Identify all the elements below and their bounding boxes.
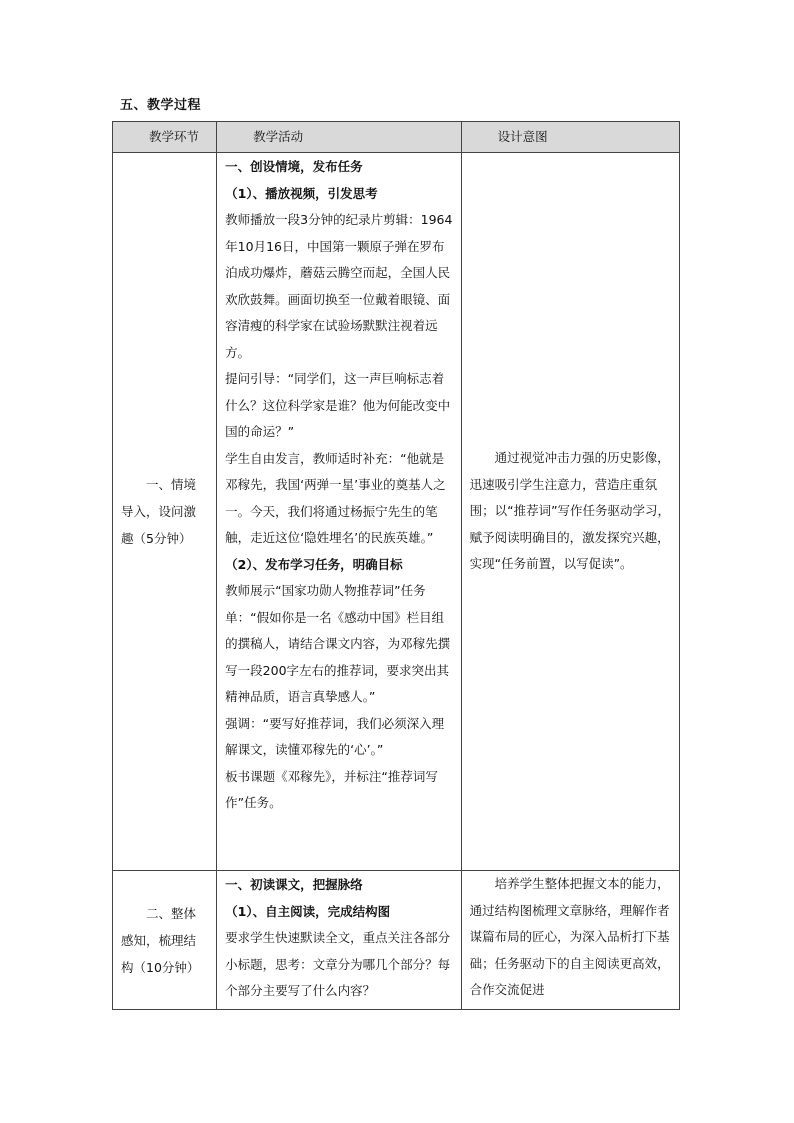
activity-paragraph: 要求学生快速默读全文，重点关注各部分小标题，思考：文章分为哪几个部分？每个部分主要写了什么内容？: [225, 930, 451, 998]
stage-cell: [113, 871, 217, 1010]
activity-cell: [217, 871, 461, 1010]
stage-text: 一、情境导入，设问激趣（5分钟）: [121, 477, 197, 546]
activity-subheading: （2）、发布学习任务，明确目标: [225, 556, 403, 572]
activity-subheading: （1）、播放视频，引发思考: [225, 185, 378, 201]
activity-paragraph: 强调：“要写好推荐词，我们必须深入理解课文，读懂邓稼先的‘心’。”: [225, 715, 445, 757]
activity-subheading: （1）、自主阅读，完成结构图: [225, 903, 391, 919]
activity-cell: [217, 153, 461, 871]
intent-text: 通过视觉冲击力强的历史影像，迅速吸引学生注意力，营造庄重氛围；以“推荐词”写作任务驱动学习，赋予阅读明确目的，激发探究兴趣，实现“任务前置，以写促读”。: [469, 450, 671, 572]
activity-paragraph: 教师播放一段3分钟的纪录片剪辑：1964年10月16日，中国第一颗原子弹在罗布泊成功爆炸，蘑菇云腾空而起，全国人民欢欣鼓舞。画面切换至一位戴着眼镜、面容清瘦的科学家在试验场默默注视着远方。: [225, 212, 453, 360]
header-activity: 教学活动: [217, 122, 461, 153]
header-intent: 设计意图: [461, 122, 679, 153]
intent-cell: [461, 871, 679, 1010]
activity-paragraph: 教师展示“国家功勋人物推荐词”任务单：“假如你是一名《感动中国》栏目组的撰稿人，请结合课文内容，为邓稼先撰写一段200字左右的推荐词，要求突出其精神品质，语言真挚感人。”: [225, 583, 451, 704]
header-stage: 教学环节: [113, 122, 217, 153]
teaching-process-table: [112, 121, 680, 1010]
section-title: 五、教学过程: [120, 98, 202, 113]
activity-heading: 一、创设情境，发布任务: [225, 159, 363, 174]
activity-paragraph: 提问引导：“同学们，这一声巨响标志着什么？这位科学家是谁？他为何能改变中国的命运？”: [225, 371, 451, 439]
activity-heading: 一、初读课文，把握脉络: [225, 877, 363, 892]
intent-cell: [461, 153, 679, 871]
activity-paragraph: 板书课题《邓稼先》，并标注“推荐词写作”任务。: [225, 768, 438, 810]
stage-cell: [113, 153, 217, 871]
activity-paragraph: 学生自由发言，教师适时补充：“他就是邓稼先，我国‘两弹一星’事业的奠基人之一。今天，我们将通过杨振宁先生的笔触，走近这位‘隐姓埋名’的民族英雄。”: [225, 450, 446, 545]
stage-text: 二、整体感知，梳理结构（10分钟）: [121, 905, 200, 975]
intent-text: 培养学生整体把握文本的能力，通过结构图梳理文章脉络，理解作者谋篇布局的匠心，为深入品析打下基础；任务驱动下的自主阅读更高效，合作交流促进: [469, 876, 670, 997]
table-header-row: [113, 122, 680, 153]
table-row: [113, 153, 680, 871]
table-row: [113, 871, 680, 1010]
